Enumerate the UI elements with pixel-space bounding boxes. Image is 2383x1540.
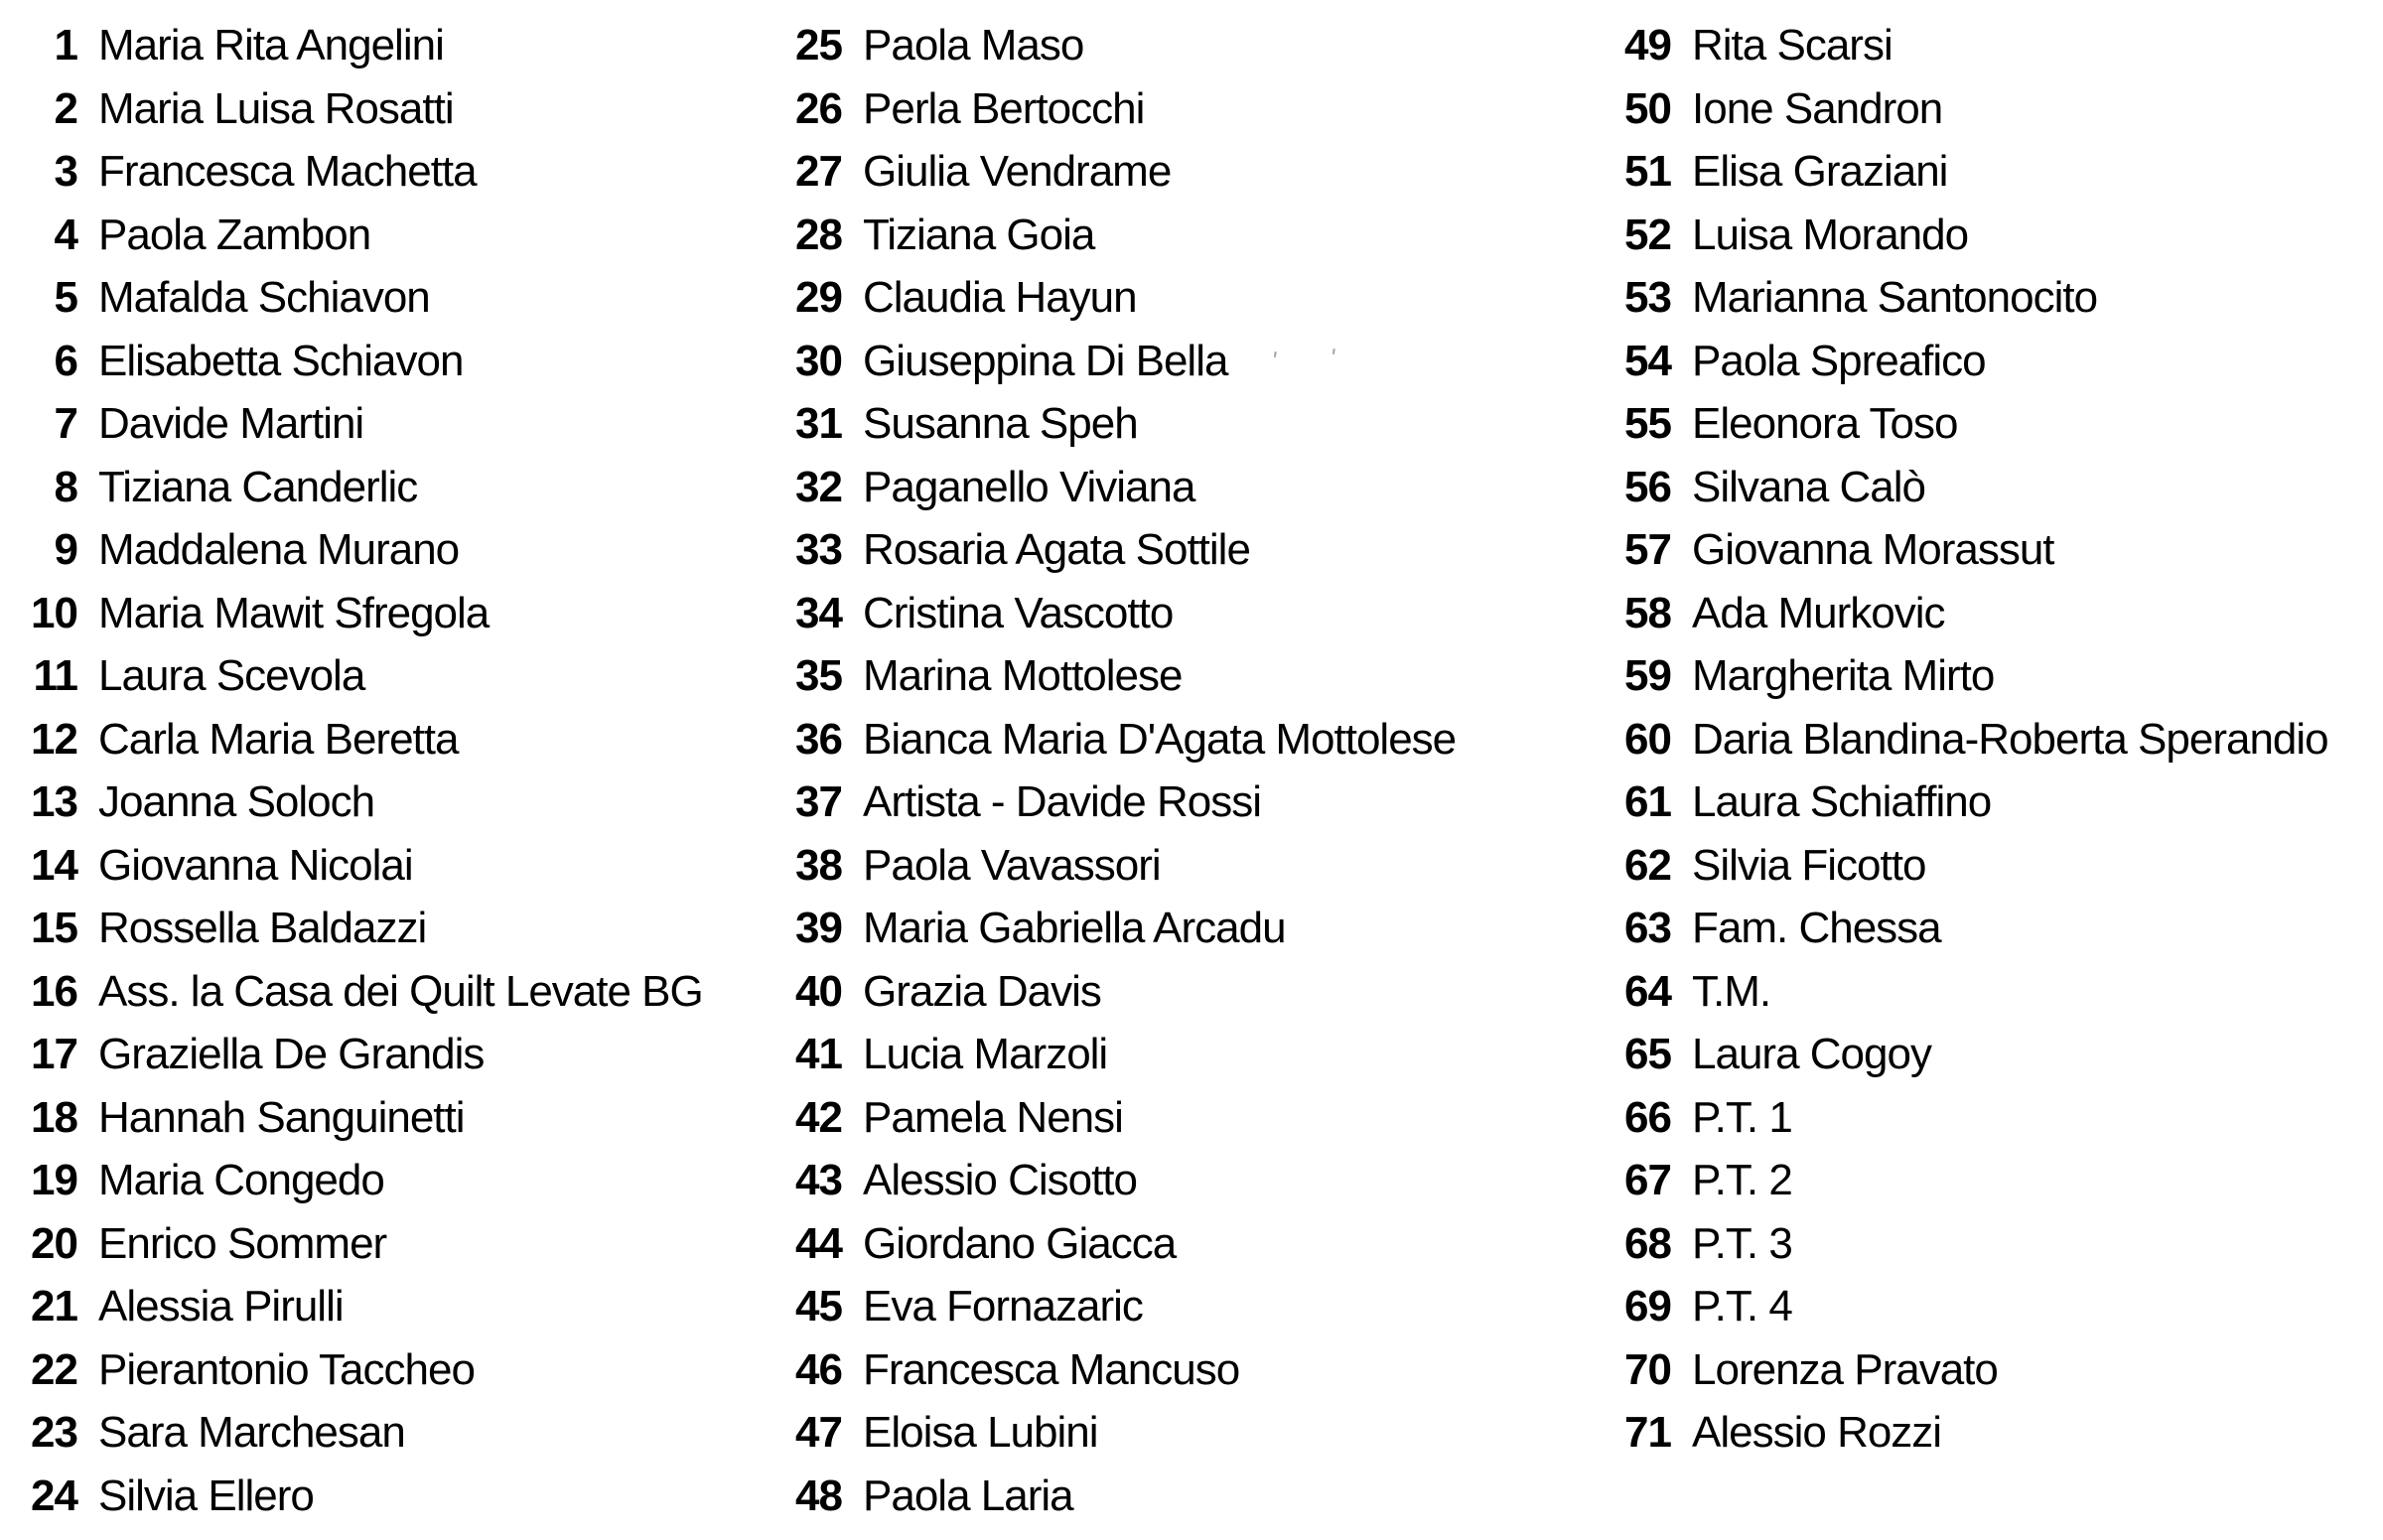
- entry-number: 61: [1624, 777, 1671, 826]
- entry-name: Alessio Cisotto: [863, 1156, 1138, 1204]
- list-item: [794, 518, 1625, 582]
- entry-number: 13: [31, 777, 77, 826]
- entry-name: Carla Maria Beretta: [98, 714, 459, 764]
- list-item: [794, 204, 1625, 267]
- entry-number: 32: [795, 462, 842, 511]
- entry-number: 58: [1624, 588, 1671, 637]
- entry-name: Elisabetta Schiavon: [98, 336, 464, 385]
- entry-name: Maria Mawit Sfregola: [98, 588, 490, 637]
- entry-number: 26: [795, 83, 842, 133]
- entry-name: Giuseppina Di Bella: [863, 336, 1228, 385]
- entry-number: 35: [795, 651, 842, 700]
- entry-name: P.T. 3: [1692, 1218, 1792, 1268]
- entry-name: Margherita Mirto: [1692, 651, 1995, 700]
- entry-name: Giovanna Nicolai: [98, 840, 413, 890]
- entry-name: Francesca Machetta: [98, 147, 477, 196]
- entry-name: Claudia Hayun: [863, 273, 1137, 322]
- list-item: [1623, 644, 2383, 708]
- entry-number: 65: [1624, 1030, 1671, 1078]
- entry-name: Joanna Soloch: [98, 777, 375, 826]
- entry-number: 44: [795, 1218, 842, 1268]
- list-item: [30, 834, 794, 898]
- list-item: [30, 1465, 794, 1528]
- name-list-column-3: [1623, 14, 2383, 1465]
- list-item: [794, 1023, 1625, 1086]
- entry-number: 15: [31, 904, 77, 952]
- entry-number: 24: [31, 1470, 77, 1520]
- list-item: [30, 770, 794, 834]
- list-item: [794, 1465, 1625, 1528]
- entry-name: Paola Laria: [863, 1470, 1073, 1520]
- entry-name: Artista - Davide Rossi: [863, 777, 1262, 826]
- entry-number: 62: [1624, 840, 1671, 890]
- entry-name: Rossella Baldazzi: [98, 904, 427, 952]
- entry-name: Bianca Maria D'Agata Mottolese: [863, 714, 1457, 764]
- entry-name: Ass. la Casa dei Quilt Levate BG: [98, 966, 703, 1016]
- entry-name: Marina Mottolese: [863, 651, 1183, 700]
- entry-number: 53: [1624, 273, 1671, 322]
- entry-number: 51: [1624, 147, 1671, 196]
- entry-number: 3: [54, 147, 77, 196]
- list-item: [794, 897, 1625, 960]
- entry-name: Maria Luisa Rosatti: [98, 83, 454, 133]
- entry-number: 70: [1624, 1344, 1671, 1394]
- list-item: [794, 708, 1625, 771]
- entry-name: Maria Congedo: [98, 1156, 384, 1204]
- entry-number: 60: [1624, 714, 1671, 764]
- entry-name: Graziella De Grandis: [98, 1030, 485, 1078]
- list-item: [30, 14, 794, 77]
- entry-number: 38: [795, 840, 842, 890]
- list-item: [1623, 1023, 2383, 1086]
- entry-number: 8: [54, 462, 77, 511]
- entry-number: 18: [31, 1092, 77, 1142]
- entry-number: 27: [795, 147, 842, 196]
- list-item: [30, 266, 794, 330]
- entry-number: 20: [31, 1218, 77, 1268]
- list-item: [30, 1212, 794, 1276]
- list-item: [1623, 204, 2383, 267]
- list-item: [1623, 1212, 2383, 1276]
- entry-number: 71: [1624, 1408, 1671, 1457]
- list-item: [794, 266, 1625, 330]
- list-item: [794, 1338, 1625, 1402]
- name-list-column-2: [794, 14, 1625, 1527]
- list-item: [1623, 897, 2383, 960]
- entry-name: Paola Maso: [863, 21, 1084, 70]
- entry-name: Lucia Marzoli: [863, 1030, 1108, 1078]
- list-item: [1623, 770, 2383, 834]
- entry-number: 66: [1624, 1092, 1671, 1142]
- list-item: [30, 644, 794, 708]
- list-item: [794, 644, 1625, 708]
- entry-number: 23: [31, 1408, 77, 1457]
- list-item: [1623, 518, 2383, 582]
- list-item: [30, 960, 794, 1024]
- list-item: [30, 897, 794, 960]
- entry-number: 68: [1624, 1218, 1671, 1268]
- entry-number: 16: [31, 966, 77, 1016]
- entry-name: Marianna Santonocito: [1692, 273, 2098, 322]
- entry-name: Maria Gabriella Arcadu: [863, 904, 1286, 952]
- entry-number: 49: [1624, 21, 1671, 70]
- list-item: [794, 960, 1625, 1024]
- entry-name: Hannah Sanguinetti: [98, 1092, 465, 1142]
- entry-name: Eloisa Lubini: [863, 1408, 1098, 1457]
- list-item: [1623, 1338, 2383, 1402]
- entry-number: 52: [1624, 210, 1671, 259]
- list-item: [1623, 140, 2383, 204]
- entry-number: 55: [1624, 399, 1671, 448]
- entry-number: 48: [795, 1470, 842, 1520]
- entry-name: Ione Sandron: [1692, 83, 1943, 133]
- entry-number: 34: [795, 588, 842, 637]
- list-item: [30, 582, 794, 645]
- entry-name: Tiziana Canderlic: [98, 462, 418, 511]
- list-item: [794, 834, 1625, 898]
- entry-number: 59: [1624, 651, 1671, 700]
- list-item: [794, 1149, 1625, 1212]
- entry-name: Silvia Ellero: [98, 1470, 314, 1520]
- entry-name: Alessio Rozzi: [1692, 1408, 1942, 1457]
- list-item: [1623, 834, 2383, 898]
- entry-name: Pamela Nensi: [863, 1092, 1123, 1142]
- entry-name: Tiziana Goia: [863, 210, 1095, 259]
- entry-name: Luisa Morando: [1692, 210, 1969, 259]
- entry-number: 31: [795, 399, 842, 448]
- entry-number: 37: [795, 777, 842, 826]
- list-item: [30, 392, 794, 456]
- list-item: [30, 1338, 794, 1402]
- entry-name: P.T. 2: [1692, 1156, 1792, 1204]
- list-item: [1623, 77, 2383, 141]
- entry-number: 57: [1624, 525, 1671, 574]
- entry-number: 41: [795, 1030, 842, 1078]
- entry-name: Laura Schiaffino: [1692, 777, 1992, 826]
- list-item: [30, 518, 794, 582]
- entry-name: Ada Murkovic: [1692, 588, 1945, 637]
- entry-name: Paola Vavassori: [863, 840, 1161, 890]
- entry-name: Davide Martini: [98, 399, 364, 448]
- entry-number: 40: [795, 966, 842, 1016]
- list-item: [30, 708, 794, 771]
- entry-name: Pierantonio Taccheo: [98, 1344, 475, 1394]
- list-item: [794, 14, 1625, 77]
- entry-name: P.T. 1: [1692, 1092, 1792, 1142]
- list-item: [794, 456, 1625, 519]
- entry-number: 7: [54, 399, 77, 448]
- entry-number: 36: [795, 714, 842, 764]
- entry-name: Mafalda Schiavon: [98, 273, 430, 322]
- entry-number: 5: [54, 273, 77, 322]
- list-item: [794, 1212, 1625, 1276]
- entry-name: Alessia Pirulli: [98, 1282, 344, 1330]
- entry-number: 2: [54, 83, 77, 133]
- list-item: [794, 582, 1625, 645]
- entry-number: 29: [795, 273, 842, 322]
- list-item: [30, 77, 794, 141]
- entry-number: 64: [1624, 966, 1671, 1016]
- list-item: [794, 770, 1625, 834]
- entry-number: 42: [795, 1092, 842, 1142]
- entry-number: 25: [795, 21, 842, 70]
- entry-number: 9: [54, 525, 77, 574]
- entry-number: 4: [54, 210, 77, 259]
- list-item: [794, 140, 1625, 204]
- list-item: [794, 1086, 1625, 1150]
- list-item: [794, 330, 1625, 393]
- entry-number: 63: [1624, 904, 1671, 952]
- list-item: [1623, 708, 2383, 771]
- list-item: [30, 204, 794, 267]
- list-item: [30, 1275, 794, 1338]
- list-item: [30, 1086, 794, 1150]
- list-item: [1623, 1086, 2383, 1150]
- entry-number: 12: [31, 714, 77, 764]
- list-item: [1623, 1149, 2383, 1212]
- list-item: [1623, 1275, 2383, 1338]
- list-item: [794, 392, 1625, 456]
- entry-number: 30: [795, 336, 842, 385]
- scan-artifact-mark: ': [1328, 342, 1338, 373]
- list-item: [1623, 14, 2383, 77]
- entry-number: 43: [795, 1156, 842, 1204]
- entry-name: Giordano Giacca: [863, 1218, 1177, 1268]
- entry-number: 54: [1624, 336, 1671, 385]
- entry-name: Daria Blandina-Roberta Sperandio: [1692, 714, 2328, 764]
- list-item: [1623, 392, 2383, 456]
- entry-number: 50: [1624, 83, 1671, 133]
- entry-name: Silvia Ficotto: [1692, 840, 1926, 890]
- list-item: [30, 1149, 794, 1212]
- list-item: [1623, 330, 2383, 393]
- entry-name: Sara Marchesan: [98, 1408, 405, 1457]
- entry-number: 28: [795, 210, 842, 259]
- entry-name: Susanna Speh: [863, 399, 1138, 448]
- entry-number: 47: [795, 1408, 842, 1457]
- list-item: [794, 77, 1625, 141]
- entry-number: 10: [31, 588, 77, 637]
- entry-name: Enrico Sommer: [98, 1218, 387, 1268]
- entry-number: 69: [1624, 1282, 1671, 1330]
- entry-name: Perla Bertocchi: [863, 83, 1145, 133]
- list-item: [1623, 1401, 2383, 1465]
- entry-name: Laura Scevola: [98, 651, 365, 700]
- list-item: [30, 1023, 794, 1086]
- entry-number: 45: [795, 1282, 842, 1330]
- entry-name: Rosaria Agata Sottile: [863, 525, 1250, 574]
- entry-name: Eleonora Toso: [1692, 399, 1958, 448]
- entry-number: 46: [795, 1344, 842, 1394]
- entry-name: Laura Cogoy: [1692, 1030, 1931, 1078]
- entry-number: 39: [795, 904, 842, 952]
- entry-number: 14: [31, 840, 77, 890]
- entry-name: Rita Scarsi: [1692, 21, 1892, 70]
- entry-name: Giovanna Morassut: [1692, 525, 2054, 574]
- entry-number: 67: [1624, 1156, 1671, 1204]
- scan-artifact-mark: ': [1269, 345, 1280, 376]
- list-item: [30, 330, 794, 393]
- entry-number: 17: [31, 1030, 77, 1078]
- entry-name: Cristina Vascotto: [863, 588, 1174, 637]
- entry-name: Fam. Chessa: [1692, 904, 1941, 952]
- entry-name: Maddalena Murano: [98, 525, 460, 574]
- list-item: [1623, 266, 2383, 330]
- entry-name: Francesca Mancuso: [863, 1344, 1240, 1394]
- entry-name: Eva Fornazaric: [863, 1282, 1143, 1330]
- entry-name: Elisa Graziani: [1692, 147, 1948, 196]
- entry-number: 21: [31, 1282, 77, 1330]
- entry-name: Paola Spreafico: [1692, 336, 1986, 385]
- entry-number: 19: [31, 1156, 77, 1204]
- list-item: [30, 140, 794, 204]
- list-item: [30, 1401, 794, 1465]
- entry-number: 56: [1624, 462, 1671, 511]
- entry-number: 11: [33, 651, 77, 700]
- list-item: [1623, 960, 2383, 1024]
- entry-number: 33: [795, 525, 842, 574]
- entry-name: Grazia Davis: [863, 966, 1101, 1016]
- entry-number: 1: [54, 21, 77, 70]
- entry-name: Silvana Calò: [1692, 462, 1926, 511]
- list-item: [1623, 456, 2383, 519]
- entry-name: Paganello Viviana: [863, 462, 1195, 511]
- entry-number: 22: [31, 1344, 77, 1394]
- entry-name: Giulia Vendrame: [863, 147, 1172, 196]
- entry-name: Lorenza Pravato: [1692, 1344, 1998, 1394]
- entry-name: Paola Zambon: [98, 210, 371, 259]
- entry-name: Maria Rita Angelini: [98, 21, 444, 70]
- entry-name: T.M.: [1692, 966, 1771, 1016]
- entry-number: 6: [54, 336, 77, 385]
- list-item: [794, 1401, 1625, 1465]
- list-item: [1623, 582, 2383, 645]
- list-item: [30, 456, 794, 519]
- entry-name: P.T. 4: [1692, 1282, 1792, 1330]
- name-list-column-1: [30, 14, 794, 1527]
- list-item: [794, 1275, 1625, 1338]
